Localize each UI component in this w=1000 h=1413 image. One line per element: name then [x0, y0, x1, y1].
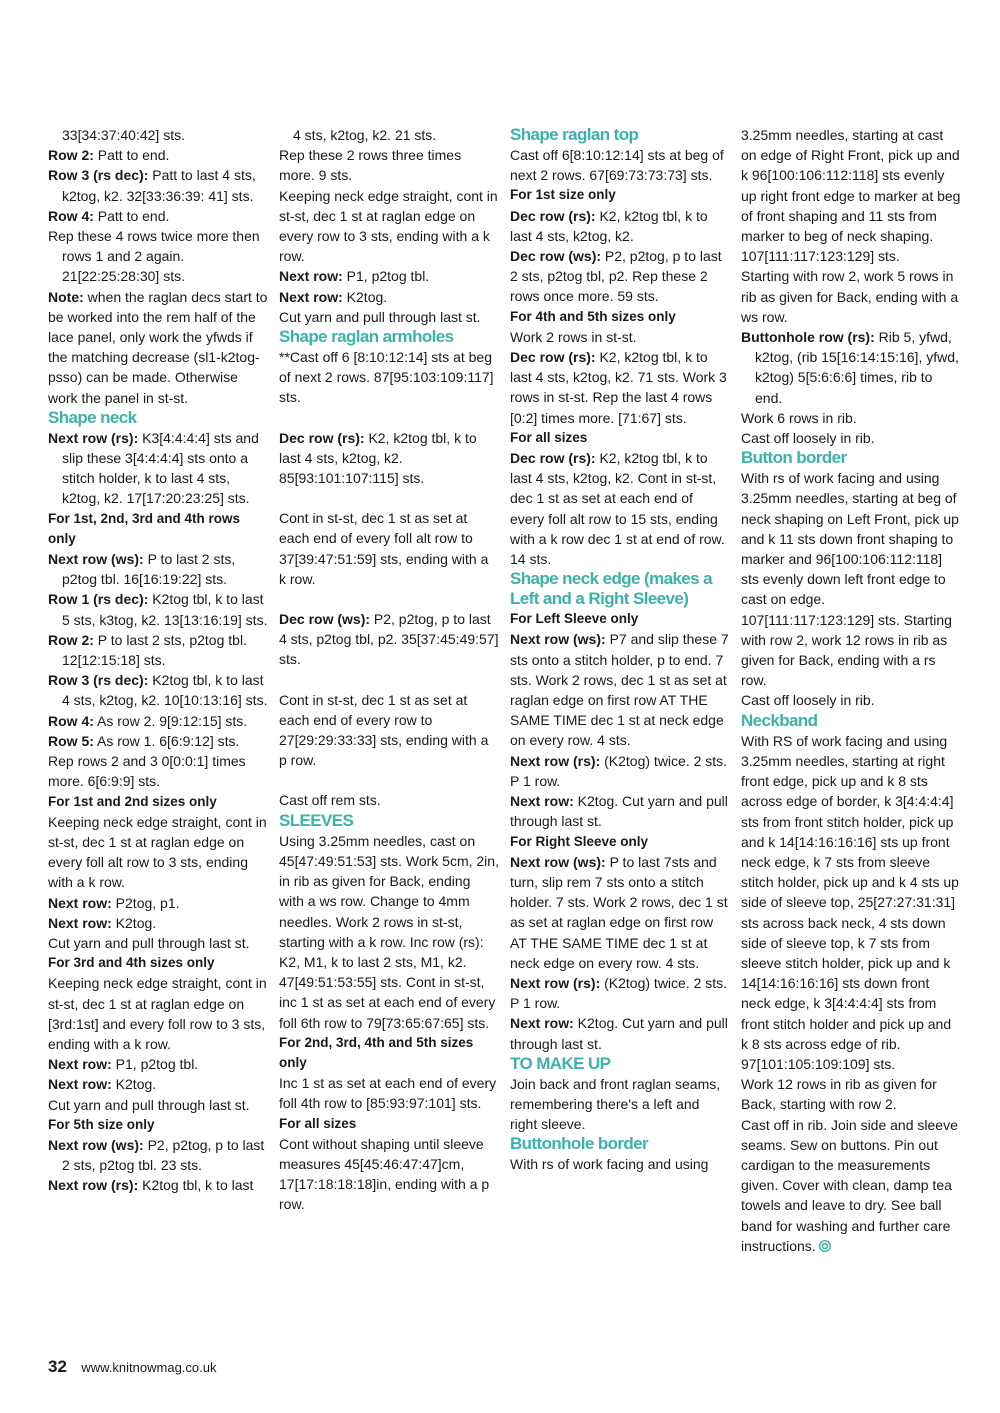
row-text: K2tog. Cut yarn and pull through last st.: [510, 1015, 728, 1052]
section-heading: Buttonhole border: [510, 1134, 649, 1154]
paragraph: Rep these 4 rows twice more then rows 1 and 2 again. 21[22:25:28:30] sts.: [48, 228, 260, 285]
row-text: K2tog tbl, k to last 4 sts, k2tog, k2. 10[10:13:16] sts.: [62, 672, 268, 709]
paragraph: Inc 1 st as set at each end of every foll 4th row to [85:93:97:101] sts.: [279, 1075, 497, 1112]
row-label: Row 2:: [48, 147, 94, 164]
paragraph: Cont in st-st, dec 1 st as set at each end of every foll alt row to 37[39:47:51:59] sts, ending with a k row.: [279, 510, 489, 587]
row-label: Next row (rs):: [48, 1177, 139, 1194]
subheading: For 3rd and 4th sizes only: [48, 955, 215, 971]
row-label: Dec row (rs):: [510, 207, 596, 224]
row-label: Row 4:: [48, 207, 94, 224]
row-text: P2, p2tog, p to last 4 sts, p2tog tbl, p2. 35[37:45:49:57] sts.: [279, 611, 499, 668]
paragraph: [48, 913, 268, 933]
row-label: Dec row (rs):: [510, 450, 596, 467]
row-label: Dec row (rs):: [510, 349, 596, 366]
paragraph: [48, 731, 268, 751]
paragraph: [48, 589, 268, 629]
row-text: K2tog.: [111, 1076, 157, 1093]
paragraph: [510, 751, 730, 791]
paragraph: Cast off 6[8:10:12:14] sts at beg of next 2 rows. 67[69:73:73:73] sts.: [510, 147, 724, 184]
paragraph: Cut yarn and pull through last st.: [279, 308, 481, 325]
note-label: Note:: [48, 288, 84, 305]
subheading: For 2nd, 3rd, 4th and 5th sizes only: [279, 1034, 474, 1070]
subheading: For 1st and 2nd sizes only: [48, 793, 217, 809]
paragraph: Cont in st-st, dec 1 st as set at each end of every row to 27[29:29:33:33] sts, ending with a p row.: [279, 691, 489, 769]
paragraph: Join back and front raglan seams, remembering there's a left and right sleeve.: [510, 1075, 721, 1133]
paragraph: [510, 246, 730, 307]
paragraph: **Cast off 6 [8:10:12:14] sts at beg of next 2 rows. 87[95:103:109:117] sts.: [279, 349, 494, 406]
row-label: Row 2:: [48, 631, 94, 648]
paragraph: [279, 287, 499, 307]
row-text: K2, k2tog tbl, k to last 4 sts, k2tog, k2.: [510, 207, 708, 244]
paragraph: [48, 893, 268, 913]
paragraph: With rs of work facing and using: [510, 1156, 709, 1173]
row-text: Patt to end.: [93, 207, 170, 224]
row-label: Next row (ws):: [48, 1136, 144, 1153]
row-text: P to last 2 sts, p2tog tbl. 12[12:15:18] sts.: [62, 631, 247, 669]
row-text: (K2tog) twice. 2 sts. P 1 row.: [510, 974, 728, 1012]
paragraph: Work 2 rows in st-st.: [510, 328, 637, 345]
row-label: Buttonhole row (rs):: [741, 329, 875, 346]
row-text: Patt to last 4 sts, k2tog, k2. 32[33:36:39: 41] sts.: [62, 167, 256, 204]
row-label: Row 4:: [48, 712, 94, 729]
row-label: Dec row (ws):: [279, 611, 371, 628]
row-label: Next row:: [48, 1076, 112, 1093]
row-text: As row 1. 6[6:9:12] sts.: [93, 732, 240, 749]
row-label: Next row:: [279, 288, 343, 305]
paragraph: [510, 629, 730, 750]
paragraph: [48, 428, 268, 509]
paragraph: Cast off rem sts.: [279, 792, 381, 809]
paragraph: Keeping neck edge straight, cont in st-st, dec 1 st at raglan edge on [3rd:1st] and every foll row to 3 sts, ending with a k row.: [48, 975, 267, 1052]
row-text: Patt to end.: [93, 147, 170, 164]
paragraph: Cast off loosely in rib.: [741, 692, 875, 709]
row-text: K2tog tbl, k to last 5 sts, k3tog, k2. 13[13:16:19] sts.: [62, 591, 268, 628]
row-label: Row 5:: [48, 732, 94, 749]
paragraph: [48, 1175, 268, 1195]
paragraph: 4 sts, k2tog, k2. 21 sts.: [293, 127, 437, 143]
paragraph: Starting with row 2, work 5 rows in rib as given for Back, ending with a ws row.: [741, 268, 959, 325]
paragraph: [510, 448, 730, 569]
row-label: Row 1 (rs dec):: [48, 591, 149, 608]
row-label: Dec row (ws):: [510, 248, 602, 265]
subheading: For 5th size only: [48, 1116, 155, 1132]
row-text: P2, p2tog, p to last 2 sts, p2tog tbl. 23 sts.: [62, 1136, 265, 1174]
subheading: For 1st, 2nd, 3rd and 4th rows only: [48, 510, 241, 546]
paragraph: 33[34:37:40:42] sts.: [62, 127, 185, 143]
paragraph: Work 6 rows in rib.: [741, 409, 857, 426]
page-number: 32: [48, 1357, 67, 1376]
paragraph: [48, 1135, 268, 1175]
column-4: [741, 125, 961, 1256]
row-label: Next row (rs):: [510, 974, 601, 991]
paragraph: Rep these 2 rows three times more. 9 sts.: [279, 147, 462, 184]
column-3: [510, 125, 730, 1175]
paragraph: [510, 1013, 730, 1053]
row-label: Next row (rs):: [510, 752, 601, 769]
row-text: K2tog. Cut yarn and pull through last st.: [510, 793, 728, 830]
row-text: K2, k2tog tbl, k to last 4 sts, k2tog, k2. 71 sts. Work 3 rows in st-st. Rep the last 4 rows [0:2] times more. [71:67] sts.: [510, 349, 727, 426]
paragraph: [48, 1074, 268, 1094]
paragraph: [510, 206, 730, 246]
row-text: K2, k2tog tbl, k to last 4 sts, k2tog, k2. 85[93:101:107:115] sts.: [279, 429, 477, 487]
paragraph: Using 3.25mm needles, cast on 45[47:49:51:53] sts. Work 5cm, 2in, in rib as given for Back, ending with a ws row. Change to 4mm needles. Work 2 rows in st-st, starting with a k row. Inc row (rs): K2, M1, k to last 2 sts, M1, k2. 47[49:51:53:55] sts. Cont in st-st, inc 1 st as set at each end of every foll 6th row to 79[73:65:67:65] sts.: [279, 832, 499, 1031]
section-heading: Neckband: [741, 710, 818, 730]
row-text: P1, p2tog tbl.: [342, 268, 430, 285]
row-text: P7 and slip these 7 sts onto a stitch holder, p to end. 7 sts. Work 2 rows, dec 1 st as set at raglan edge on first row AT THE SAME TIME dec 1 st at neck edge on every row. 4 sts.: [510, 631, 729, 749]
subheading: For Right Sleeve only: [510, 833, 649, 849]
row-label: Next row:: [48, 914, 112, 931]
section-heading: Button border: [741, 448, 847, 468]
row-label: Next row (ws):: [510, 853, 606, 870]
paragraph: [48, 1054, 268, 1074]
column-2: [279, 125, 499, 1215]
section-heading: Shape neck edge (makes a Left and a Right Sleeve): [510, 569, 712, 609]
closing-text: Cast off in rib. Join side and sleeve seams. Sew on buttons. Pin out cardigan to the measurements given. Cover with clean, damp tea towels and leave to dry. See ball band for washing and further care instructions.: [741, 1116, 958, 1254]
paragraph: [48, 549, 268, 589]
section-heading: Shape neck: [48, 407, 137, 427]
row-text: P2, p2tog, p to last 2 sts, p2tog tbl, p2. Rep these 2 rows once more. 59 sts.: [510, 248, 722, 305]
paragraph: With RS of work facing and using 3.25mm needles, starting at right front edge, pick up and k 8 sts across edge of border, k 3[4:4:4:4] sts from front stitch holder, pick up and k 14[14:16:16:16] sts up front neck edge, k 7 sts from sleeve stitch holder, pick up and k 4 sts up side of sleeve top, 25[27:27:31:31] sts across back neck, 4 sts down side of sleeve top, k 7 sts from sleeve stitch holder, pick up and k 14[14:16:16:16] sts down front neck edge, k 3[4:4:4:4] sts from front stitch holder and pick up and k 8 sts across edge of rib. 97[101:105:109:109] sts.: [741, 732, 959, 1072]
paragraph: [48, 206, 268, 226]
paragraph: [510, 347, 730, 428]
paragraph: [48, 287, 268, 408]
subheading: For all sizes: [279, 1115, 357, 1131]
paragraph: [279, 609, 499, 670]
row-label: Next row:: [48, 894, 112, 911]
paragraph: [741, 327, 961, 408]
row-text: K2, k2tog tbl, k to last 4 sts, k2tog, k2. Cont in st-st, dec 1 st as set at each end of every foll alt row to 15 sts, ending with a k row dec 1 st at end of row. 14 sts.: [510, 450, 725, 568]
paragraph: [741, 1115, 961, 1256]
row-text: K3[4:4:4:4] sts and slip these 3[4:4:4:4] sts onto a stitch holder, k to last 4 sts, k2tog, k2. 17[17:20:23:25] sts.: [62, 429, 259, 507]
row-label: Dec row (rs):: [279, 429, 365, 446]
paragraph: Cast off loosely in rib.: [741, 430, 875, 447]
row-text: P to last 2 sts, p2tog tbl. 16[16:19:22] sts.: [62, 551, 236, 588]
paragraph: Cut yarn and pull through last st.: [48, 934, 250, 951]
row-label: Next row (ws):: [510, 631, 606, 648]
row-text: Rib 5, yfwd, k2tog, (rib 15[16:14:15:16], yfwd, k2tog) 5[5:6:6:6] times, rib to end.: [755, 329, 959, 406]
paragraph: Keeping neck edge straight, cont in st-st, dec 1 st at raglan edge on every row to 3 sts, ending with a k row.: [279, 187, 498, 265]
page-footer: [48, 1357, 217, 1377]
section-heading: TO MAKE UP: [510, 1053, 611, 1073]
row-label: Next row:: [279, 268, 343, 285]
row-label: Next row:: [510, 1015, 574, 1032]
paragraph: [48, 630, 268, 670]
paragraph: [279, 266, 499, 286]
section-heading: Shape raglan armholes: [279, 327, 454, 347]
section-heading: Shape raglan top: [510, 125, 639, 144]
yarn-ball-icon: [819, 1240, 831, 1252]
subheading: For Left Sleeve only: [510, 611, 639, 627]
row-text: P1, p2tog tbl.: [111, 1056, 199, 1073]
row-text: K2tog.: [111, 914, 157, 931]
row-text: K2tog tbl, k to last: [138, 1177, 254, 1194]
row-label: Next row (rs):: [48, 429, 139, 446]
paragraph: [510, 791, 730, 831]
subheading: For 1st size only: [510, 187, 616, 203]
row-text: (K2tog) twice. 2 sts. P 1 row.: [510, 752, 728, 789]
paragraph: Cont without shaping until sleeve measures 45[45:46:47:47]cm, 17[17:18:18:18]in, ending with a p row.: [279, 1135, 490, 1213]
paragraph: With rs of work facing and using 3.25mm needles, starting at beg of neck shaping on Left Front, pick up and k 11 sts down front shaping to marker and 96[100:106:112:118] sts evenly down left front edge to cast on edge. 107[111:117:123:129] sts. Starting with row 2, work 12 rows in rib as given for Back, ending with a rs row.: [741, 470, 959, 689]
row-label: Next row (ws):: [48, 551, 144, 568]
subheading: For all sizes: [510, 429, 588, 445]
row-text: As row 2. 9[9:12:15] sts.: [93, 712, 248, 729]
row-label: Next row:: [48, 1056, 112, 1073]
paragraph: [48, 670, 268, 710]
paragraph: Work 12 rows in rib as given for Back, starting with row 2.: [741, 1076, 937, 1113]
column-1: [48, 125, 268, 1196]
section-heading: SLEEVES: [279, 810, 354, 830]
paragraph: [48, 145, 268, 165]
row-label: Row 3 (rs dec):: [48, 167, 149, 184]
row-text: K2tog.: [342, 288, 388, 305]
paragraph: [510, 973, 730, 1013]
website-url: www.knitnowmag.co.uk: [81, 1360, 217, 1375]
paragraph: 3.25mm needles, starting at cast on edge of Right Front, pick up and k 96[100:106:112:118] sts evenly up right front edge to marker at beg of front shaping and 11 sts from marker to beg of neck shaping. 107[111:117:123:129] sts.: [741, 127, 961, 265]
row-text: P2tog, p1.: [111, 894, 180, 911]
row-label: Next row:: [510, 793, 574, 810]
subheading: For 4th and 5th sizes only: [510, 308, 676, 324]
row-text: P to last 7sts and turn, slip rem 7 sts onto a stitch holder. 7 sts. Work 2 rows, dec 1 st as set at raglan edge on first row AT THE SAME TIME dec 1 st at neck edge on every row. 4 sts.: [510, 853, 728, 971]
row-label: Row 3 (rs dec):: [48, 672, 149, 689]
paragraph: Cut yarn and pull through last st.: [48, 1096, 250, 1113]
paragraph: Keeping neck edge straight, cont in st-st, dec 1 st at raglan edge on every foll alt row to 3 sts, ending with a k row.: [48, 813, 267, 891]
paragraph: [48, 165, 268, 205]
paragraph: [510, 852, 730, 973]
paragraph: Rep rows 2 and 3 0[0:0:1] times more. 6[6:9:9] sts.: [48, 753, 246, 790]
note-text: when the raglan decs start to be worked into the rem half of the lace panel, only work the yfwds if the matching decrease (sl1-k2tog-psso) can be made. Otherwise work the panel in st-st.: [48, 288, 268, 406]
paragraph: [48, 711, 268, 731]
paragraph: [279, 428, 499, 489]
